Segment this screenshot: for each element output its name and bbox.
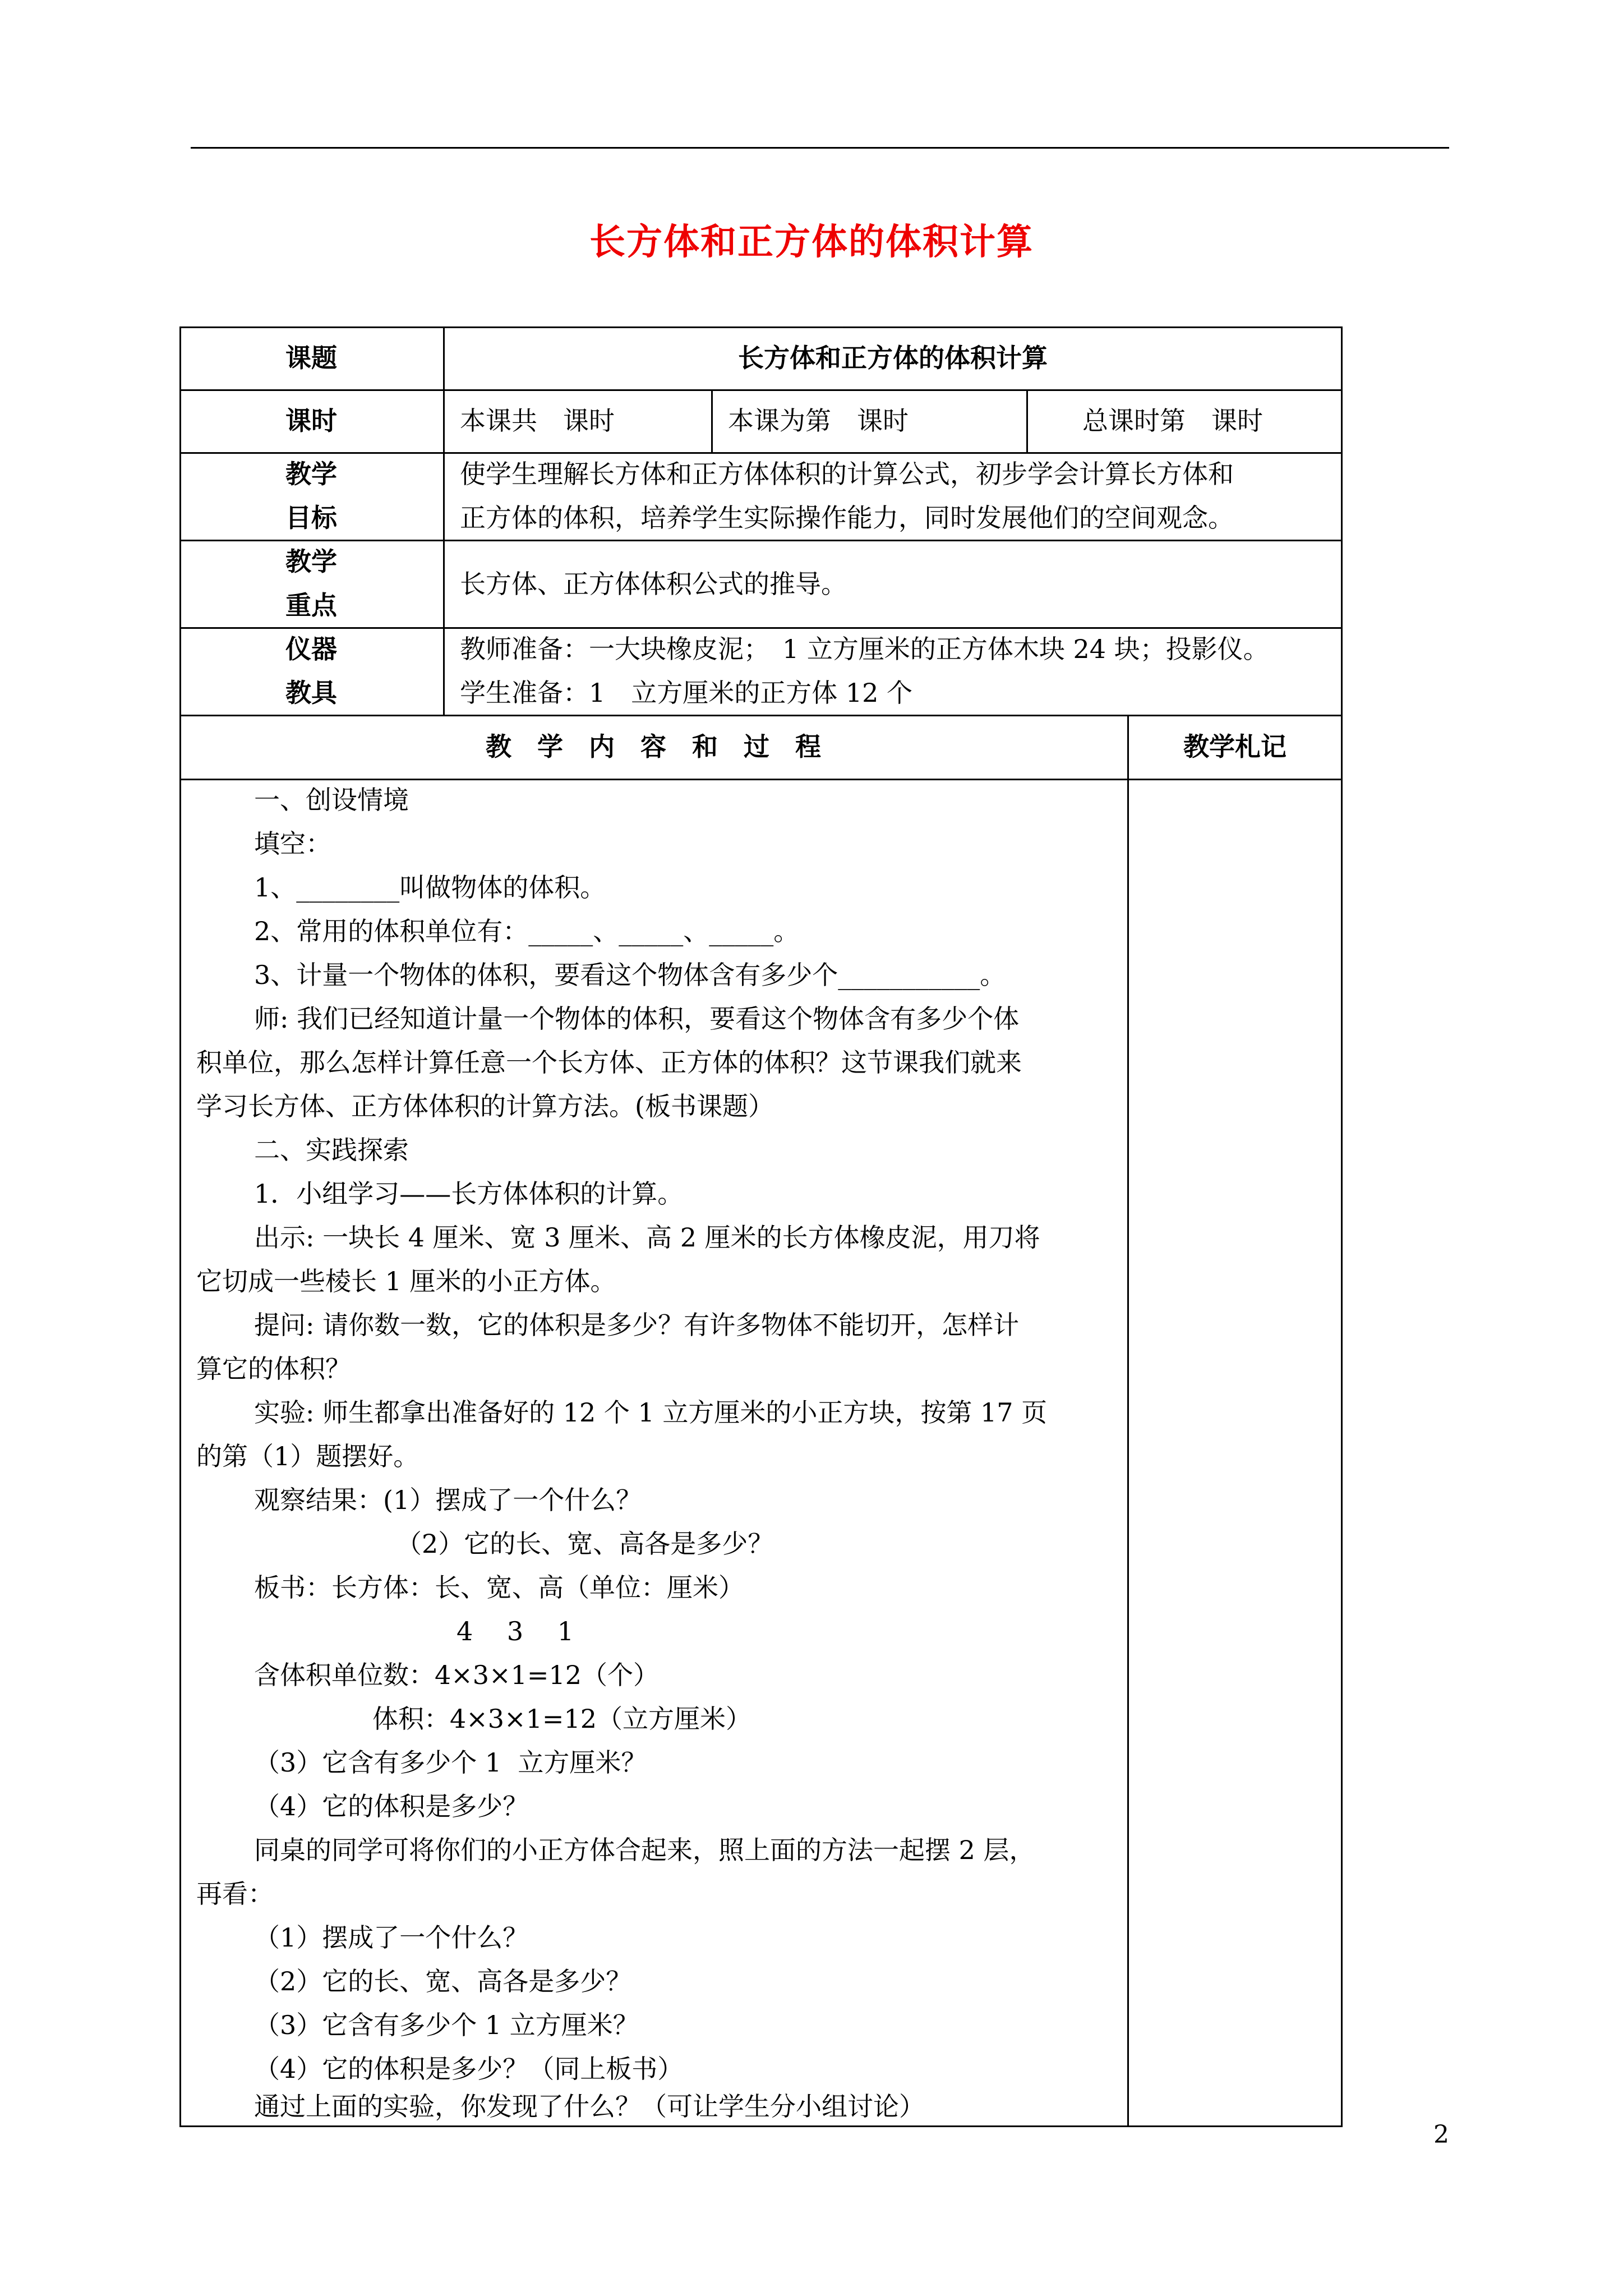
content-line: 含体积单位数：4×3×1=12（个） — [254, 1660, 659, 1690]
period-overall: 总课时第 课时 — [1082, 406, 1263, 436]
period-current: 本课为第 课时 — [728, 406, 909, 436]
goal-label-2: 目标 — [285, 503, 337, 533]
column-divider — [1026, 389, 1028, 452]
tools-label-2: 教具 — [285, 678, 337, 708]
content-line: 二、实践探索 — [254, 1135, 409, 1165]
content-line: （4）它的体积是多少？ — [254, 1791, 529, 1821]
content-line: 通过上面的实验，你发现了什么？（可让学生分小组讨论） — [254, 2091, 925, 2122]
notes-header: 教学札记 — [1183, 731, 1287, 762]
tools-label-1: 仪器 — [285, 634, 337, 664]
content-line: 同桌的同学可将你们的小正方体合起来，照上面的方法一起摆 2 层， — [254, 1835, 1035, 1865]
lesson-plan-table — [179, 326, 1343, 2127]
content-line: 观察结果：(1）摆成了一个什么？ — [254, 1485, 642, 1515]
content-line: 算它的体积？ — [196, 1354, 351, 1384]
content-line: 2、常用的体积单位有：_____、_____、_____。 — [254, 916, 800, 946]
table-border — [179, 326, 1343, 328]
period-total: 本课共 课时 — [460, 406, 615, 436]
content-line: 提问: 请你数一数，它的体积是多少？有许多物体不能切开，怎样计 — [254, 1310, 1020, 1340]
content-line: 师: 我们已经知道计量一个物体的体积，要看这个物体含有多少个体 — [254, 1004, 1020, 1034]
page-title: 长方体和正方体的体积计算 — [589, 221, 1034, 263]
goal-text-2: 正方体的体积，培养学生实际操作能力，同时发展他们的空间观念。 — [460, 503, 1234, 533]
content-line: （2）它的长、宽、高各是多少？ — [396, 1529, 774, 1559]
table-border — [179, 2125, 1343, 2127]
page-number: 2 — [1433, 2120, 1449, 2149]
tools-student: 学生准备：1 立方厘米的正方体 12 个 — [460, 678, 913, 708]
content-line: 再看： — [196, 1879, 274, 1909]
column-divider — [711, 389, 713, 452]
content-line: 填空： — [254, 829, 331, 859]
content-line: （4）它的体积是多少？（同上板书） — [254, 2054, 684, 2084]
column-divider — [1127, 715, 1129, 2127]
goal-label-1: 教学 — [285, 459, 337, 489]
process-header: 教 学 内 容 和 过 程 — [486, 731, 821, 762]
content-line: 积单位，那么怎样计算任意一个长方体、正方体的体积？这节课我们就来 — [196, 1047, 1022, 1078]
row-divider — [179, 715, 1343, 716]
period-label: 课时 — [285, 406, 337, 436]
content-line: 出示: 一块长 4 厘米、宽 3 厘米、高 2 厘米的长方体橡皮泥，用刀将 — [254, 1222, 1040, 1253]
content-line: 学习长方体、正方体体积的计算方法。(板书课题） — [196, 1091, 774, 1121]
content-line: 实验: 师生都拿出准备好的 12 个 1 立方厘米的小正方块，按第 17 页 — [254, 1397, 1048, 1428]
content-line: 板书：长方体：长、宽、高（单位：厘米） — [254, 1572, 744, 1603]
focus-label-2: 重点 — [285, 590, 337, 620]
topic-value: 长方体和正方体的体积计算 — [738, 343, 1048, 373]
content-line: 1、________叫做物体的体积。 — [254, 872, 606, 903]
table-border — [1341, 326, 1343, 2127]
content-line: （2）它的长、宽、高各是多少？ — [254, 1966, 632, 1996]
focus-text: 长方体、正方体体积公式的推导。 — [460, 569, 847, 599]
content-line: （3）它含有多少个 1 立方厘米？ — [254, 2010, 639, 2040]
content-line: 1．小组学习——长方体体积的计算。 — [254, 1179, 684, 1209]
column-divider — [443, 326, 445, 715]
content-line: 的第（1）题摆好。 — [196, 1441, 419, 1471]
content-line: 一、创设情境 — [254, 785, 409, 815]
topic-label: 课题 — [285, 343, 337, 373]
content-line: （1）摆成了一个什么？ — [254, 1922, 529, 1953]
content-line: 体积：4×3×1=12（立方厘米） — [372, 1704, 751, 1734]
tools-teacher: 教师准备：一大块橡皮泥； 1 立方厘米的正方体木块 24 块；投影仪。 — [460, 634, 1269, 664]
content-line: 它切成一些棱长 1 厘米的小正方体。 — [196, 1266, 616, 1296]
row-divider — [179, 389, 1343, 391]
header-rule — [191, 147, 1449, 149]
focus-label-1: 教学 — [285, 546, 337, 577]
content-line: 4 3 1 — [457, 1616, 574, 1646]
goal-text-1: 使学生理解长方体和正方体体积的计算公式，初步学会计算长方体和 — [460, 459, 1234, 489]
content-line: 3、计量一个物体的体积，要看这个物体含有多少个___________。 — [254, 960, 1006, 990]
content-line: （3）它含有多少个 1 立方厘米？ — [254, 1747, 647, 1778]
